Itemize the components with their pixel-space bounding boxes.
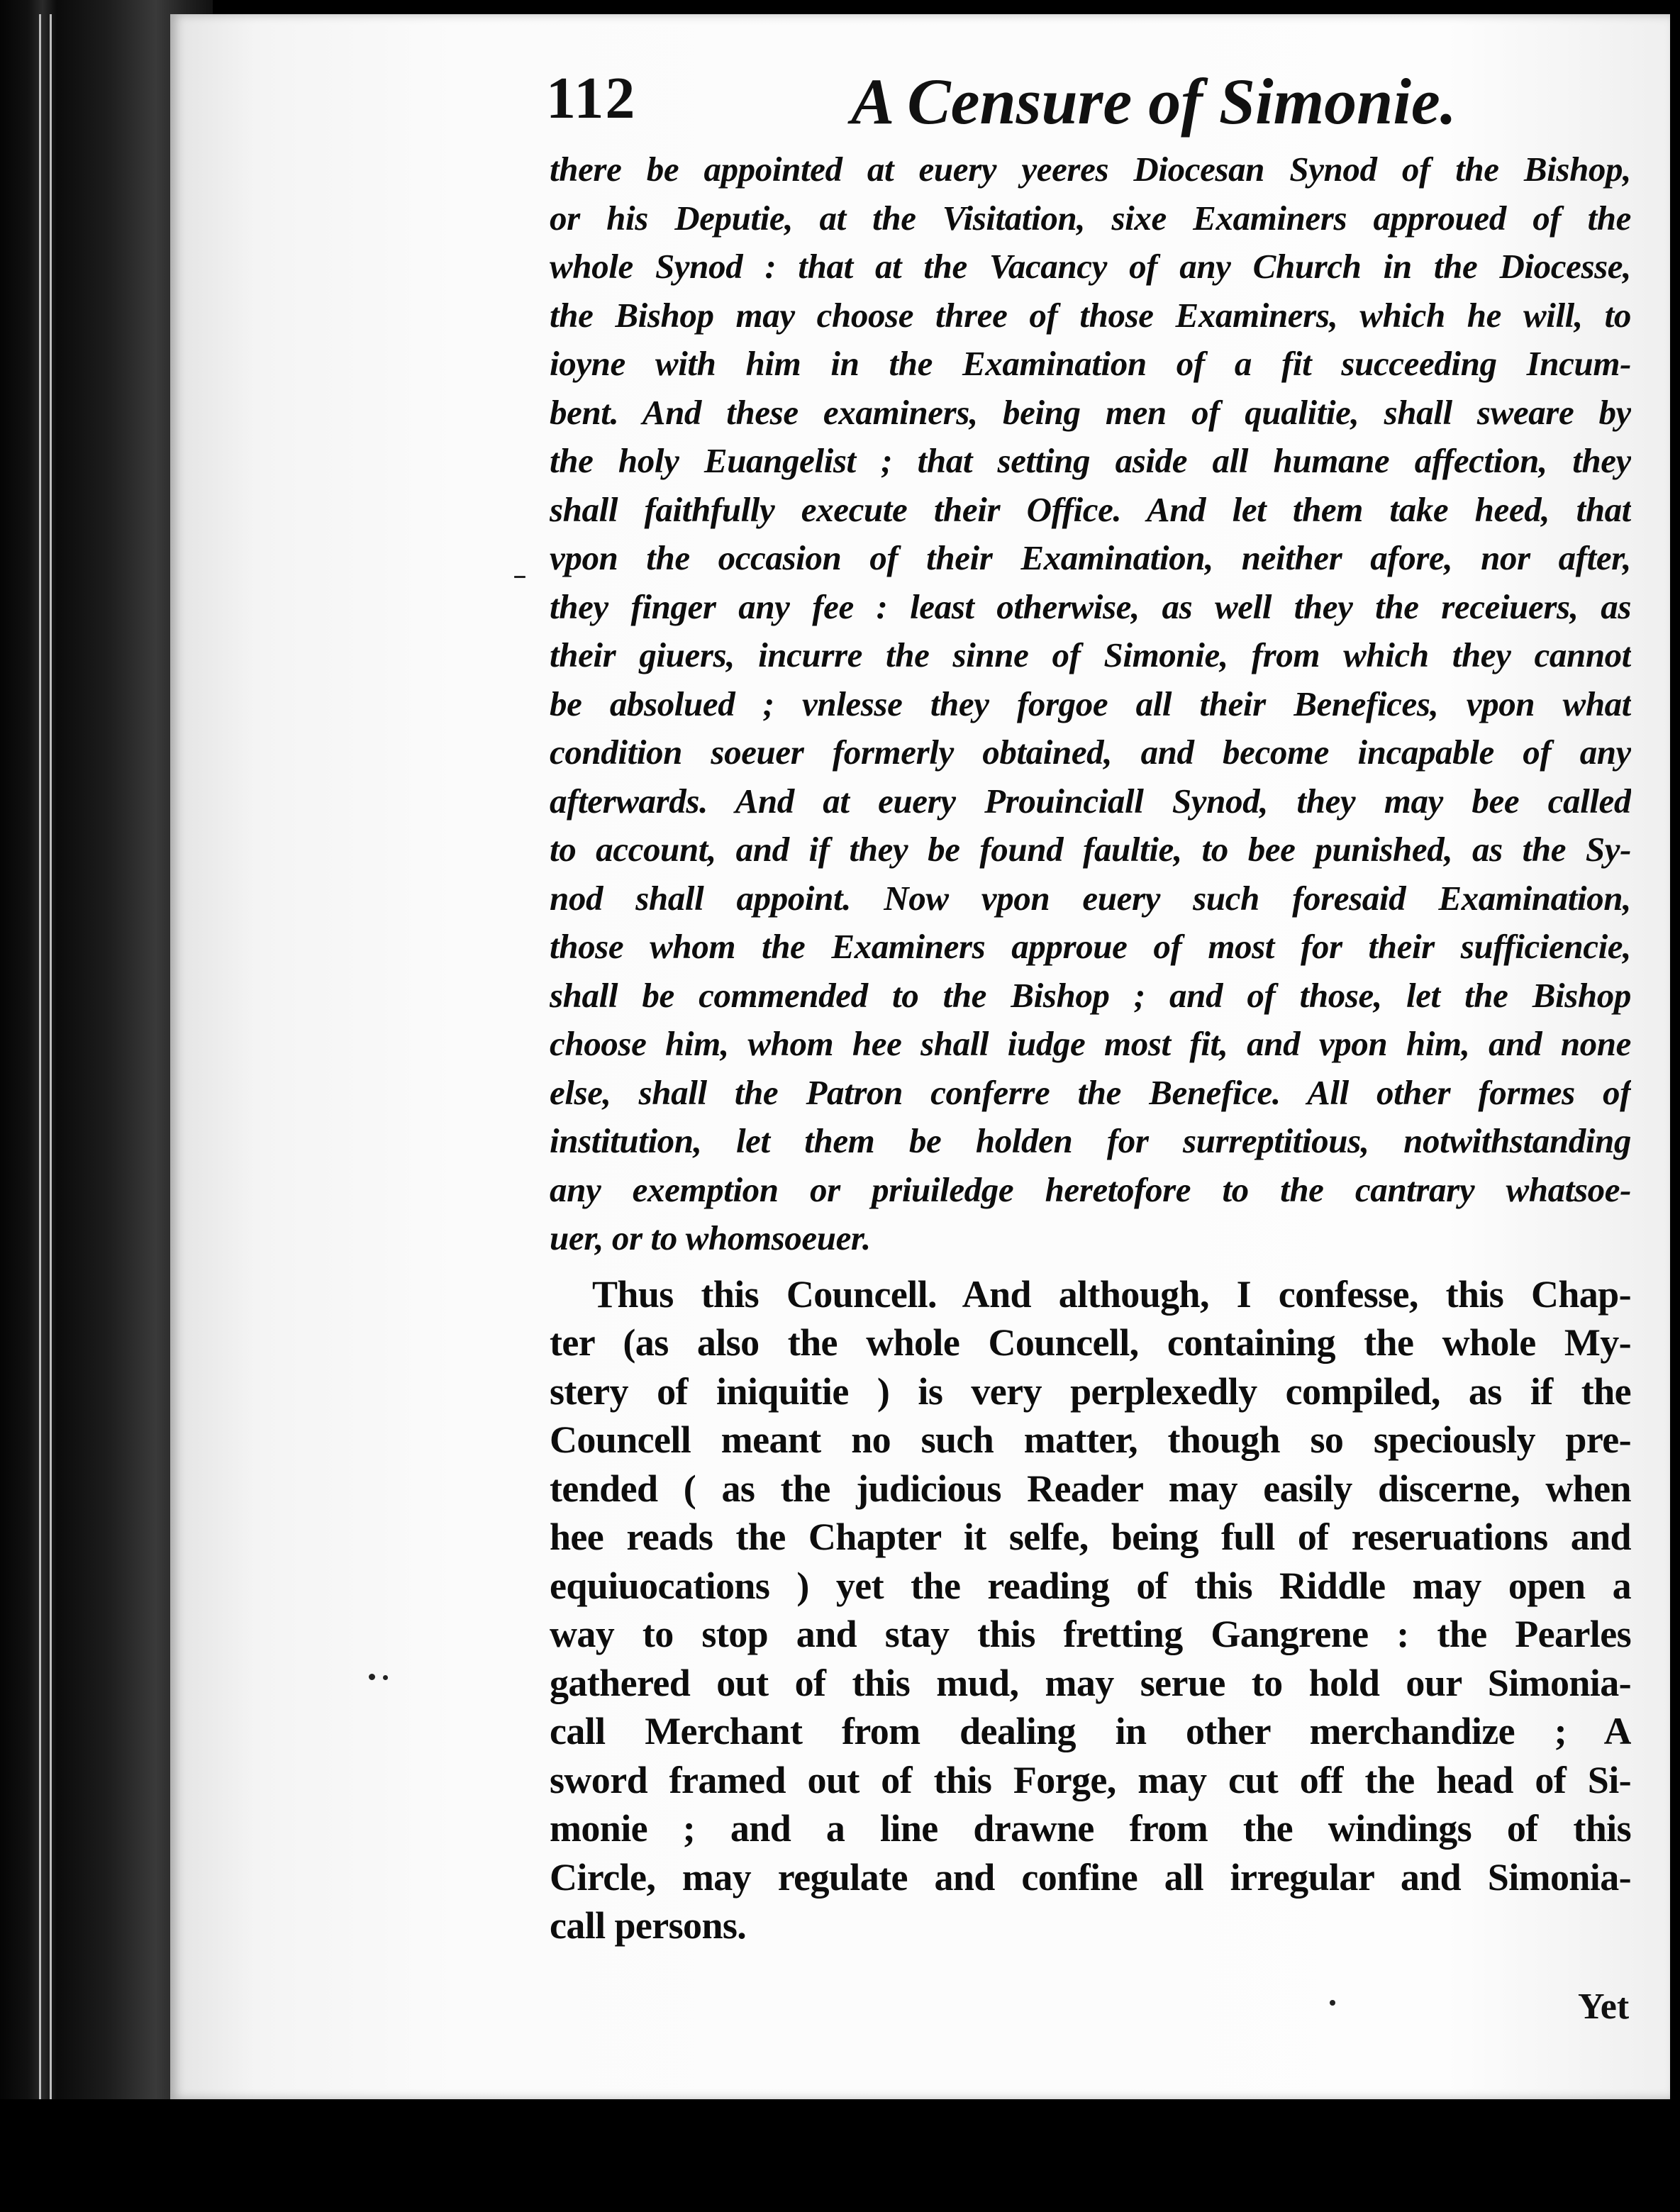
text-line: hee reads the Chapter it selfe, being full of reseruations and — [550, 1516, 1631, 1558]
text-line: the holy Euangelist ; that setting aside all humane affection, they — [550, 441, 1631, 480]
text-line: call persons. — [550, 1904, 747, 1947]
text-line: tended ( as the judicious Reader may easily discerne, when — [550, 1467, 1631, 1510]
catchword: Yet — [1578, 1986, 1630, 2027]
text-line: sword framed out of this Forge, may cut off the head of Si- — [550, 1758, 1631, 1801]
text-line: they finger any fee : least otherwise, as well they the receiuers, as — [550, 587, 1631, 626]
roman-paragraph — [550, 1270, 1631, 1950]
text-line: institution, let them be holden for surreptitious, notwithstanding — [550, 1121, 1631, 1160]
text-line: nod shall appoint. Now vpon euery such foresaid Examination, — [550, 878, 1631, 918]
text-line: the Bishop may choose three of those Examiners, which he will, to — [550, 295, 1631, 335]
text-line: those whom the Examiners approue of most for their sufficiencie, — [550, 927, 1631, 966]
text-line: to account, and if they be found faultie, to bee punished, as the Sy- — [550, 830, 1631, 869]
text-line: way to stop and stay this fretting Gangrene : the Pearles — [550, 1613, 1631, 1655]
running-title: A Censure of Simonie. — [851, 65, 1457, 138]
text-line: call Merchant from dealing in other merchandize ; A — [550, 1710, 1631, 1752]
text-line: gathered out of this mud, may serue to hold our Simonia- — [550, 1661, 1631, 1704]
page-body — [550, 145, 1631, 1950]
page-number: 112 — [546, 65, 637, 131]
text-line: choose him, whom hee shall iudge most fit, and vpon him, and none — [550, 1024, 1631, 1063]
text-line: Councell meant no such matter, though so speciously pre- — [550, 1418, 1631, 1461]
text-line: any exemption or priuiledge heretofore to the cantrary whatsoe- — [550, 1169, 1631, 1209]
text-line: Circle, may regulate and confine all irregular and Simonia- — [550, 1855, 1631, 1899]
text-line: there be appointed at euery yeeres Diocesan Synod of the Bishop, — [550, 150, 1631, 189]
text-line: stery of iniquitie ) is very perplexedly compiled, as if the — [550, 1369, 1631, 1413]
text-line: afterwards. And at euery Prouinciall Synod, they may bee called — [550, 781, 1631, 821]
italic-quotation — [550, 145, 1631, 1263]
text-line: whole Synod : that at the Vacancy of any Church in the Diocesse, — [550, 247, 1631, 286]
text-line: their giuers, incurre the sinne of Simonie, from which they cannot — [550, 635, 1631, 674]
text-line: bent. And these examiners, being men of qualitie, shall sweare by — [550, 392, 1631, 432]
text-line: shall faithfully execute their Office. And let them take heed, that — [550, 489, 1631, 529]
text-line: be absolued ; vnlesse they forgoe all their Benefices, vpon what — [550, 684, 1631, 723]
text-line: or his Deputie, at the Visitation, sixe Examiners approued of the — [550, 198, 1631, 238]
page-header — [546, 64, 1596, 142]
scan-border — [0, 2099, 1680, 2212]
text-line: uer, or to whomsoeuer. — [550, 1218, 871, 1257]
text-line: else, shall the Patron conferre the Benefice. All other formes of — [550, 1072, 1631, 1112]
text-line: Thus this Councell. And although, I confesse, this Chap- — [592, 1272, 1631, 1316]
text-line: monie ; and a line drawne from the windings of this — [550, 1807, 1631, 1850]
text-line: ioyne with him in the Examination of a fit succeeding Incum- — [550, 344, 1631, 383]
text-line: vpon the occasion of their Examination, neither afore, nor after, — [550, 538, 1631, 577]
text-line: equiuocations ) yet the reading of this Riddle may open a — [550, 1564, 1631, 1607]
text-line: condition soeuer formerly obtained, and become incapable of any — [550, 733, 1631, 772]
text-line: shall be commended to the Bishop ; and of those, let the Bishop — [550, 975, 1631, 1015]
text-line: ter (as also the whole Councell, containing the whole My- — [550, 1321, 1631, 1364]
